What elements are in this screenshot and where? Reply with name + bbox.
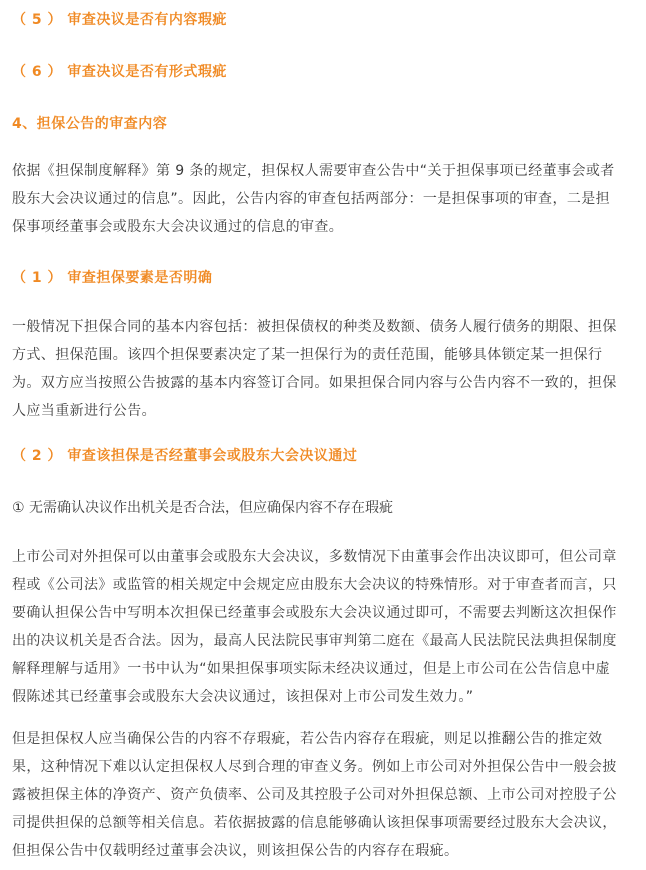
paragraph-content-defect [12, 725, 634, 865]
paragraph-line: 要确认担保公告中写明本次担保已经董事会或股东大会决议通过即可，不需要去判断这次担保作 [12, 605, 617, 621]
subheading-guarantee-elements: （ 1 ） 审查担保要素是否明确 [12, 270, 213, 286]
paragraph-review-scope [12, 157, 634, 241]
paragraph-line: 露被担保主体的净资产、资产负债率、公司及其控股子公司对外担保总额、上市公司对控股子公 [12, 787, 617, 803]
paragraph-line: 上市公司对外担保可以由董事会或股东大会决议，多数情况下由董事会作出决议即可，但公司章 [12, 549, 617, 565]
paragraph-line: 股东大会决议通过的信息”。因此，公告内容的审查包括两部分：一是担保事项的审查，二是担 [12, 191, 611, 207]
paragraph-line: 解释理解与适用》一书中认为“如果担保事项实际未经决议通过，但是上市公司在公告信息中虚 [12, 661, 611, 677]
paragraph-line: 但担保公告中仅载明经过董事会决议，则该担保公告的内容存在瑕疵。 [12, 843, 459, 859]
paragraph-line: 果，这种情况下难以认定担保权人尽到合理的审查义务。例如上市公司对外担保公告中一般会披 [12, 759, 617, 775]
section-title-announcement-review: 4、担保公告的审查内容 [12, 116, 168, 132]
paragraph-decision-body [12, 543, 634, 711]
paragraph-line: 出的决议机关是否合法。因为，最高人民法院民事审判第二庭在《最高人民法院民法典担保制度 [12, 633, 617, 649]
paragraph-line: 为。双方应当按照公告披露的基本内容签订合同。如果担保合同内容与公告内容不一致的，担保 [12, 375, 617, 391]
heading-form-defect: （ 6 ） 审查决议是否有形式瑕疵 [12, 64, 227, 80]
heading-content-defect: （ 5 ） 审查决议是否有内容瑕疵 [12, 12, 227, 28]
paragraph-line: 方式、担保范围。该四个担保要素决定了某一担保行为的责任范围，能够具体锁定某一担保行 [12, 347, 603, 363]
paragraph-line: 司提供担保的总额等相关信息。若依据披露的信息能够确认该担保事项需要经过股东大会决议， [12, 815, 617, 831]
paragraph-line: 假陈述其已经董事会或股东大会决议通过，该担保对上市公司发生效力。” [12, 689, 474, 705]
paragraph-line: 程或《公司法》或监管的相关规定中会规定应由股东大会决议的特殊情形。对于审查者而言，只 [12, 577, 617, 593]
paragraph-line: 一般情况下担保合同的基本内容包括：被担保债权的种类及数额、债务人履行债务的期限、担保 [12, 319, 617, 335]
paragraph-line: 保事项经董事会或股东大会决议通过的信息的审查。 [12, 219, 344, 235]
paragraph-guarantee-elements [12, 313, 634, 425]
point-one-label: ① 无需确认决议作出机关是否合法，但应确保内容不存在瑕疵 [12, 500, 393, 516]
paragraph-line: 人应当重新进行公告。 [12, 403, 156, 419]
paragraph-line: 依据《担保制度解释》第 9 条的规定，担保权人需要审查公告中“关于担保事项已经董事会或者 [12, 163, 615, 179]
paragraph-line: 但是担保权人应当确保公告的内容不存瑕疵，若公告内容存在瑕疵，则足以推翻公告的推定效 [12, 731, 603, 747]
subheading-resolution-approval: （ 2 ） 审查该担保是否经董事会或股东大会决议通过 [12, 448, 358, 464]
